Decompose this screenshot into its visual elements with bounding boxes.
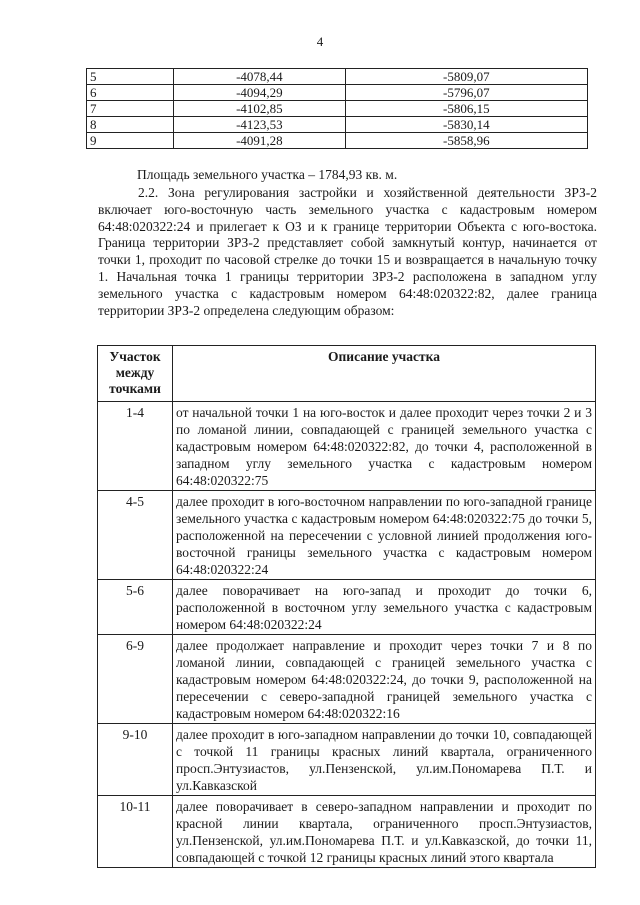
table-row: [87, 133, 588, 149]
point-number: 5: [87, 69, 174, 85]
segment-points: 10-11: [98, 796, 173, 868]
coordinate-y: -5806,15: [345, 101, 587, 117]
table-row: [87, 85, 588, 101]
page-number: 4: [316, 34, 324, 49]
coordinate-x: -4094,29: [174, 85, 345, 101]
point-number: 9: [87, 133, 174, 149]
coordinate-y: -5858,96: [345, 133, 587, 149]
land-area-text: Площадь земельного участка – 1784,93 кв. м.: [137, 167, 398, 182]
coordinate-x: -4123,53: [174, 117, 345, 133]
table-row: [98, 796, 596, 868]
coordinate-x: -4078,44: [174, 69, 345, 85]
zone-description-paragraph: 2.2. Зона регулирования застройки и хозяйственной деятельности ЗРЗ-2 включает юго-восточную часть земельного участка с кадастровым номером 64:48:020322:24 и прилегает к ОЗ и к границе территории Объекта с юго-востока. Граница территории ЗРЗ-2 представляет собой замкнутый контур, начинается от точки 1, проходит по часовой стрелке до точки 15 и возвращается в начальную точку 1. Начальная точка 1 границы территории ЗРЗ-2 расположена в западном углу земельного участка с кадастровым номером 64:48:020322:82, далее граница территории ЗРЗ-2 определена следующим образом:: [98, 185, 597, 318]
segment-points: 6-9: [98, 635, 173, 724]
table-row: [98, 635, 596, 724]
table-row: [87, 117, 588, 133]
segment-points: 1-4: [98, 402, 173, 491]
segment-points: 5-6: [98, 580, 173, 635]
segment-description: далее продолжает направление и проходит через точки 7 и 8 по ломаной линии, совпадающей с границей земельного участка с кадастровым номером 64:48:020322:24, до точки 9, расположенной на пересечении с северо-западной границей земельного участка с кадастровым номером 64:48:020322:16: [173, 635, 596, 724]
table-row: [87, 69, 588, 85]
header-segment-description: Описание участка: [173, 346, 596, 402]
segment-description: далее поворачивает в северо-западном направлении и проходит по красной линии квартала, ограниченного просп.Энтузиастов, ул.Пензенской, ул.им.Пономарева П.Т. и ул.Кавказской, до точки 11, совпадающей с точкой 12 границы красных линий этого квартала: [173, 796, 596, 868]
segment-description: далее поворачивает на юго-запад и проходит до точки 6, расположенной в восточном углу земельного участка с кадастровым номером 64:48:020322:24: [173, 580, 596, 635]
segment-description: далее проходит в юго-западном направлении до точки 10, совпадающей с точкой 11 границы красных линий квартала, ограниченного просп.Энтузиастов, ул.Пензенской, ул.им.Пономарева П.Т. и ул.Кавказской: [173, 724, 596, 796]
coordinates-table: [86, 68, 588, 149]
table-row: [98, 491, 596, 580]
table-row: [98, 402, 596, 491]
table-header-row: [98, 346, 596, 402]
point-number: 6: [87, 85, 174, 101]
coordinate-y: -5796,07: [345, 85, 587, 101]
boundary-segments-table: [97, 345, 596, 868]
segment-description: от начальной точки 1 на юго-восток и далее проходит через точки 2 и 3 по ломаной линии, совпадающей с границей земельного участка с кадастровым номером 64:48:020322:82, до точки 4, расположенной в западном углу земельного участка с кадастровым номером 64:48:020322:75: [173, 402, 596, 491]
coordinate-y: -5830,14: [345, 117, 587, 133]
segment-points: 9-10: [98, 724, 173, 796]
segment-description: далее проходит в юго-восточном направлении по юго-западной границе земельного участка с кадастровым номером 64:48:020322:75 до точки 5, расположенной на пересечении с условной линией продолжения юго-восточной границы земельного участка с кадастровым номером 64:48:020322:24: [173, 491, 596, 580]
point-number: 7: [87, 101, 174, 117]
coordinate-x: -4091,28: [174, 133, 345, 149]
coordinate-x: -4102,85: [174, 101, 345, 117]
header-segment-points: Участок между точками: [98, 346, 173, 402]
table-row: [98, 580, 596, 635]
segment-points: 4-5: [98, 491, 173, 580]
coordinate-y: -5809,07: [345, 69, 587, 85]
point-number: 8: [87, 117, 174, 133]
table-row: [87, 101, 588, 117]
table-row: [98, 724, 596, 796]
